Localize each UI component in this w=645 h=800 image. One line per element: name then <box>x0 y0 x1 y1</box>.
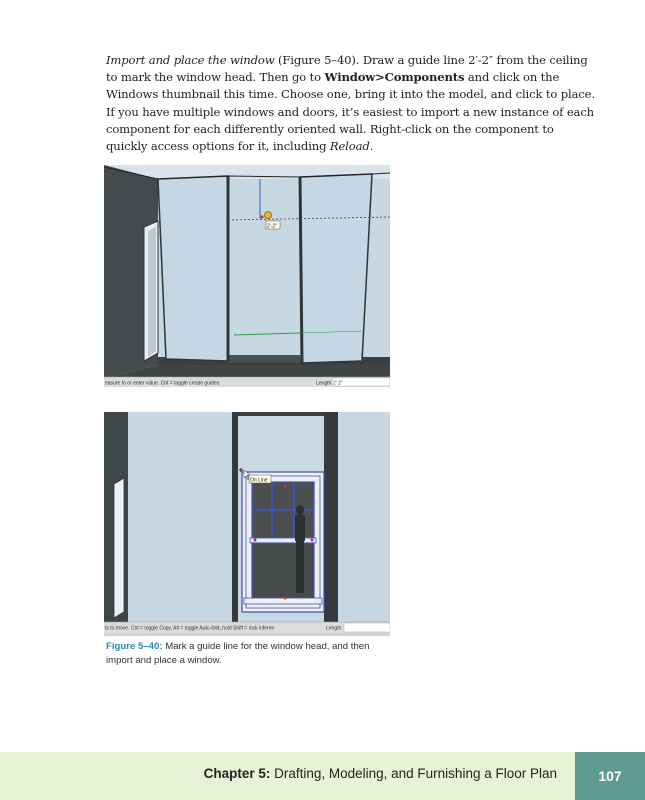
caption-label: Figure 5–40: <box>106 641 163 652</box>
length-input-2[interactable] <box>344 623 390 632</box>
figure-1-screenshot <box>104 165 390 387</box>
figure-caption <box>106 640 396 668</box>
length-label-2: Length <box>326 625 342 632</box>
intro-italic: Import and place the window <box>106 53 275 67</box>
reload-italic: Reload <box>329 139 370 154</box>
menu-path: Window>Components <box>324 70 465 85</box>
status-text-1: easure to or enter value. Ctrl = toggle create guides. <box>105 380 221 387</box>
length-value-1[interactable]: 2' 2" <box>333 380 343 387</box>
page-number: 107 <box>575 752 645 800</box>
online-tag: On Line <box>250 477 268 484</box>
paragraph-part1: (Figure 5–40). Draw a guide line 2′-2″ from the ceiling to mark the window head. Then go to <box>106 53 588 85</box>
measure-tag: 2'-2" <box>267 223 277 230</box>
paragraph-part2: and click on the Windows thumbnail this time. Choose one, bring it into the model, and click to place. If you have multiple windows and doors, it’s easiest to import a new instance of each component for each differently oriented wall. Right-click on the component to quickly access options for it, including <box>106 70 595 154</box>
figure-2-screenshot <box>104 412 390 636</box>
caption-text: Mark a guide line for the window head, and then import and place a window. <box>106 641 370 666</box>
chapter-label: Chapter 5: <box>203 766 271 781</box>
paragraph-end: . <box>369 139 374 154</box>
chapter-title-text: Drafting, Modeling, and Furnishing a Floor Plan <box>270 766 557 781</box>
chapter-title <box>204 766 557 781</box>
status-text-2: ts to move. Ctrl = toggle Copy, Alt = toggle Auto-fold, hold Shift = lock inferen <box>105 625 275 632</box>
body-paragraph <box>106 52 596 155</box>
page-footer <box>0 752 645 800</box>
length-label-1: Length <box>316 380 332 387</box>
